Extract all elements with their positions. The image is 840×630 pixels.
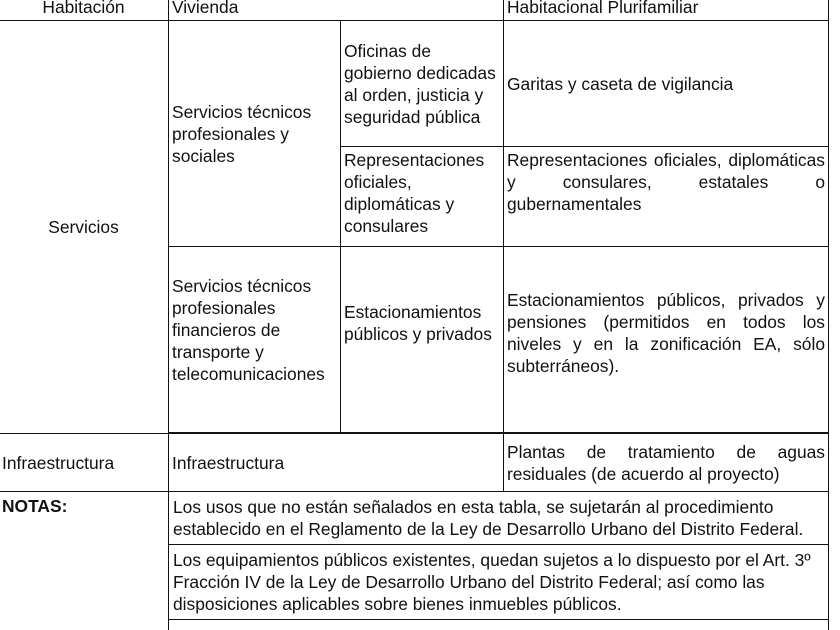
sub-cell-representaciones: Representaciones oficiales, diplomáticas y consulares: [341, 147, 504, 247]
note-2: Los equipamientos públicos existentes, quedan sujetos a lo dispuesto por el Art. 3º Fracción IV de la Ley de Desarrollo Urbano del Distrito Federal; así como las disposiciones aplicables sobre bienes inmuebles públicos.: [169, 545, 829, 620]
group-cell-servicios-sociales: Servicios técnicos profesionales y sociales: [169, 21, 341, 247]
table-row: [0, 21, 829, 147]
use-cell-servicios: Servicios: [0, 21, 169, 434]
note-1: Los usos que no están señalados en esta tabla, se sujetarán al procedimiento establecido en el Reglamento de la Ley de Desarrollo Urbano del Distrito Federal.: [169, 492, 829, 545]
notes-label: NOTAS:: [0, 492, 169, 630]
use-cell-habitacion: Habitación: [0, 0, 169, 21]
note-3-cutoff: [169, 620, 829, 630]
table-row: [0, 492, 829, 545]
group-cell-servicios-financieros: Servicios técnicos profesionales financieros de transporte y telecomunicaciones: [169, 247, 341, 433]
use-cell-infraestructura: Infraestructura: [0, 434, 169, 492]
table-row: [0, 0, 829, 21]
specific-cell-plurifamiliar: Habitacional Plurifamiliar: [504, 0, 829, 21]
specific-cell-representaciones: Representaciones oficiales, diplomáticas y consulares, estatales o gubernamentales: [504, 147, 829, 247]
sub-cell-oficinas-gobierno: Oficinas de gobierno dedicadas al orden, justicia y seguridad pública: [341, 21, 504, 147]
sub-cell-infraestructura: Infraestructura: [169, 434, 504, 492]
sub-cell-estacionamientos: Estacionamientos públicos y privados: [341, 247, 504, 433]
subtype-cell-vivienda: Vivienda: [169, 0, 504, 21]
specific-cell-estacionamientos: Estacionamientos públicos, privados y pensiones (permitidos en todos los niveles y en la zonificación EA, sólo subterráneos).: [504, 247, 829, 433]
specific-cell-garitas: Garitas y caseta de vigilancia: [504, 21, 829, 147]
specific-cell-plantas: Plantas de tratamiento de aguas residuales (de acuerdo al proyecto): [504, 434, 829, 492]
table-row: [0, 434, 829, 492]
